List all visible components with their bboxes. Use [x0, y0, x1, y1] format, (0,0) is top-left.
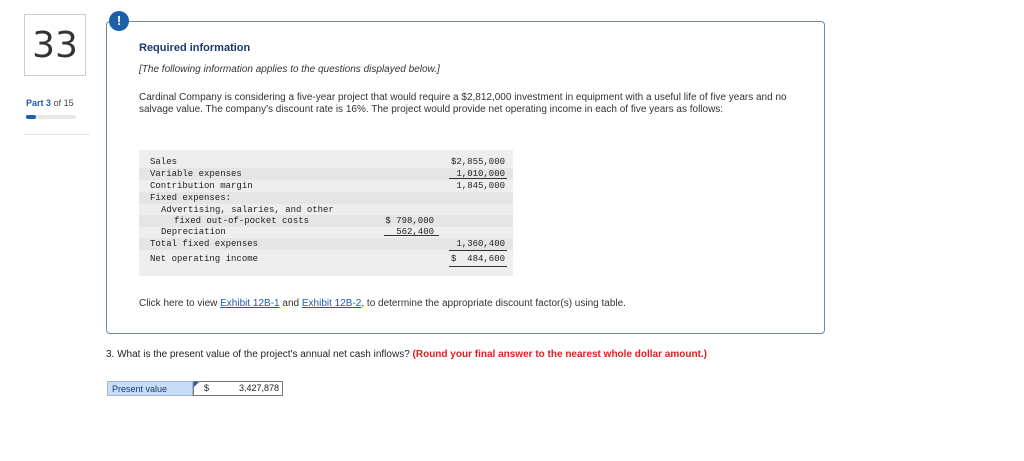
exhibit-suffix: , to determine the appropriate discount factor(s) using table. [361, 298, 626, 309]
income-statement-table [139, 150, 513, 276]
row-label: Contribution margin [150, 181, 253, 191]
row-amount-col1: 562,400 [396, 227, 434, 237]
row-amount-col2: 1,360,400 [456, 239, 505, 249]
required-information-title: Required information [139, 42, 251, 54]
exhibit-12b-1-link[interactable]: Exhibit 12B-1 [220, 298, 280, 309]
row-label: Variable expenses [150, 169, 242, 179]
row-amount-col1: $ 798,000 [385, 216, 434, 226]
row-label: Total fixed expenses [150, 239, 259, 249]
row-label: Advertising, salaries, and other [161, 205, 334, 215]
question-number: 33 [32, 24, 78, 66]
alert-icon: ! [109, 11, 129, 31]
underline-rule [449, 266, 507, 267]
exhibit-prefix: Click here to view [139, 298, 221, 309]
present-value-input[interactable] [193, 381, 283, 396]
part-progress-fill [26, 115, 36, 119]
row-label: Depreciation [161, 227, 226, 237]
left-divider [24, 134, 90, 135]
row-label: Net operating income [150, 254, 259, 264]
answer-corner-marker [194, 382, 199, 387]
row-amount-col2: $ 484,600 [450, 254, 505, 264]
part-label: Part [26, 98, 44, 108]
row-amount-col2: $2,855,000 [450, 157, 505, 167]
row-label: fixed out-of-pocket costs [174, 216, 310, 226]
row-amount-col2: 1,845,000 [456, 181, 505, 191]
present-value-value: 3,427,878 [238, 383, 279, 393]
row-label: Fixed expenses: [150, 193, 232, 203]
question-prompt [106, 349, 707, 360]
question-number-box [24, 14, 86, 76]
exhibit-middle: and [279, 298, 302, 309]
row-amount-col2: 1,010,000 [456, 169, 505, 179]
underline-rule [449, 250, 507, 251]
problem-description: Cardinal Company is considering a five-year project that would require a $2,812,000 investment in equipment with a useful life of five years and no salvage value. The company's discount rate is 16%. The project would provide net operating income in each of five years as follows: [139, 92, 787, 115]
part-progress-bar [26, 115, 76, 119]
rounding-instruction: (Round your final answer to the nearest whole dollar amount.) [412, 349, 708, 360]
exhibit-instructions [139, 298, 626, 309]
part-total: of 15 [53, 98, 74, 108]
part-current: 3 [46, 98, 52, 108]
underline-rule [384, 235, 439, 236]
underline-rule [449, 178, 507, 179]
row-label: Sales [150, 157, 178, 167]
applies-note: [The following information applies to the questions displayed below.] [139, 64, 440, 75]
part-indicator [26, 98, 74, 108]
exhibit-12b-2-link[interactable]: Exhibit 12B-2 [301, 298, 362, 309]
present-value-label: Present value [107, 381, 193, 396]
currency-symbol: $ [204, 383, 210, 393]
question-text: 3. What is the present value of the project's annual net cash inflows? [106, 349, 413, 360]
